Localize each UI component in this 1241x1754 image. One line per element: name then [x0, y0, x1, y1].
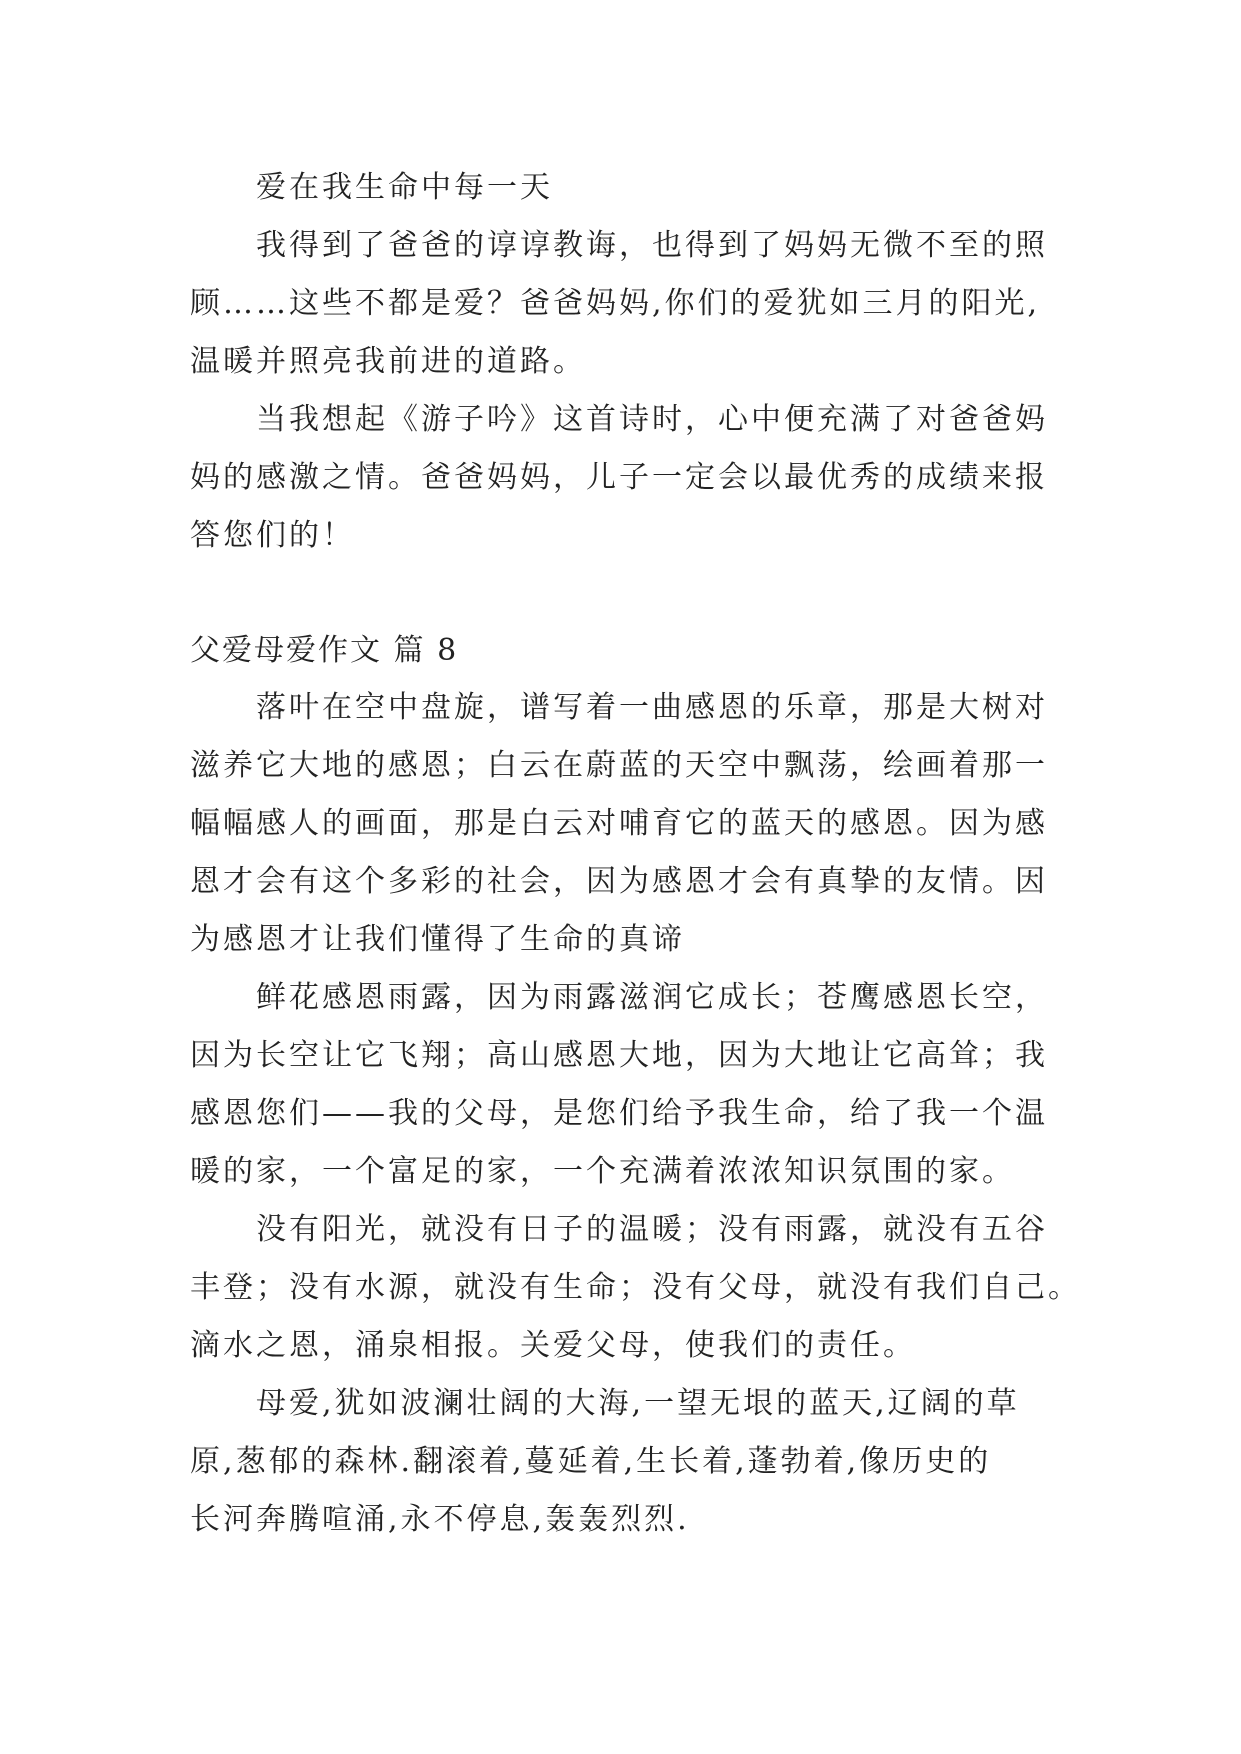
- paragraph-line: 顾……这些不都是爱？爸爸妈妈,你们的爱犹如三月的阳光,: [190, 286, 1041, 321]
- paragraph-line: 落叶在空中盘旋，谱写着一曲感恩的乐章，那是大树对: [256, 690, 1048, 725]
- paragraph-line: 长河奔腾喧涌,永不停息,轰轰烈烈.: [190, 1502, 690, 1537]
- paragraph-line: 暖的家，一个富足的家，一个充满着浓浓知识氛围的家。: [190, 1154, 1015, 1189]
- paragraph-line: 温暖并照亮我前进的道路。: [190, 344, 586, 379]
- paragraph-line: 因为长空让它飞翔；高山感恩大地，因为大地让它高耸；我: [190, 1038, 1048, 1073]
- section-heading: 父爱母爱作文 篇 8: [190, 633, 459, 668]
- paragraph-line: 滋养它大地的感恩；白云在蔚蓝的天空中飘荡，绘画着那一: [190, 748, 1048, 783]
- paragraph-line: 当我想起《游子吟》这首诗时，心中便充满了对爸爸妈: [256, 402, 1048, 437]
- paragraph-line: 丰登；没有水源，就没有生命；没有父母，就没有我们自己。: [190, 1270, 1081, 1305]
- paragraph-line: 滴水之恩，涌泉相报。关爱父母，使我们的责任。: [190, 1328, 916, 1363]
- paragraph-line: 幅幅感人的画面，那是白云对哺育它的蓝天的感恩。因为感: [190, 806, 1048, 841]
- paragraph-line: 感恩您们——我的父母，是您们给予我生命，给了我一个温: [190, 1096, 1048, 1131]
- section-title: 爱在我生命中每一天: [256, 170, 553, 205]
- paragraph-line: 答您们的！: [190, 518, 355, 553]
- paragraph-line: 为感恩才让我们懂得了生命的真谛: [190, 922, 685, 957]
- paragraph-line: 鲜花感恩雨露，因为雨露滋润它成长；苍鹰感恩长空，: [256, 980, 1048, 1015]
- paragraph-line: 原,葱郁的森林.翻滚着,蔓延着,生长着,蓬勃着,像历史的: [190, 1444, 992, 1479]
- paragraph-line: 母爱,犹如波澜壮阔的大海,一望无垠的蓝天,辽阔的草: [256, 1386, 1020, 1421]
- paragraph-line: 没有阳光，就没有日子的温暖；没有雨露，就没有五谷: [256, 1212, 1048, 1247]
- paragraph-line: 我得到了爸爸的谆谆教诲，也得到了妈妈无微不至的照: [256, 228, 1048, 263]
- paragraph-line: 恩才会有这个多彩的社会，因为感恩才会有真挚的友情。因: [190, 864, 1048, 899]
- paragraph-line: 妈的感激之情。爸爸妈妈，儿子一定会以最优秀的成绩来报: [190, 460, 1048, 495]
